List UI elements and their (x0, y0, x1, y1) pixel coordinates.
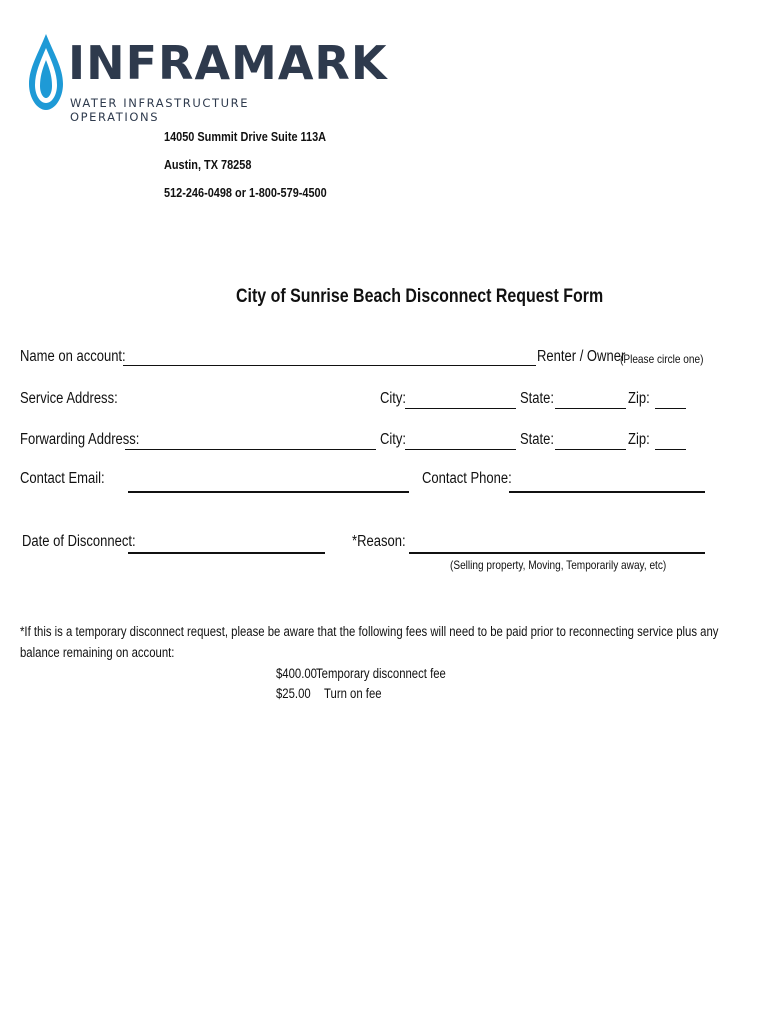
service-state-label: State: (520, 390, 555, 407)
forwarding-address-field[interactable] (125, 449, 376, 450)
renter-owner-choice[interactable]: Renter / Owner (537, 348, 626, 365)
forwarding-state-field[interactable] (555, 449, 626, 450)
logo-wordmark: INFRAMARK (68, 36, 388, 90)
notice-line-1: *If this is a temporary disconnect request, please be aware that the following fees will need to be paid prior to reconnecting service plus any (20, 624, 719, 639)
fee-amount: $25.00 (276, 686, 311, 701)
inframark-logo (26, 30, 388, 124)
forwarding-city-field[interactable] (405, 449, 516, 450)
forwarding-city-label: City: (380, 431, 407, 448)
reason-label: *Reason: (352, 533, 406, 550)
service-state-field[interactable] (555, 408, 626, 409)
service-zip-label: Zip: (628, 390, 650, 407)
fee-label: Temporary disconnect fee (316, 666, 446, 681)
forwarding-address-label: Forwarding Address: (20, 431, 140, 448)
service-city-field[interactable] (405, 408, 516, 409)
forwarding-zip-label: Zip: (628, 431, 650, 448)
contact-phone-field[interactable] (509, 491, 705, 493)
logo-tagline: WATER INFRASTRUCTURE OPERATIONS (70, 96, 250, 124)
reason-field[interactable] (409, 552, 705, 554)
forwarding-zip-field[interactable] (655, 449, 686, 450)
contact-email-label: Contact Email: (20, 470, 105, 487)
fee-label: Turn on fee (324, 686, 382, 701)
address-line-1: 14050 Summit Drive Suite 113A (164, 129, 327, 144)
service-zip-field[interactable] (655, 408, 686, 409)
reason-hint: (Selling property, Moving, Temporarily away, etc) (450, 558, 667, 572)
service-address-label: Service Address: (20, 390, 118, 407)
date-of-disconnect-field[interactable] (128, 552, 325, 554)
date-of-disconnect-label: Date of Disconnect: (22, 533, 136, 550)
form-title: City of Sunrise Beach Disconnect Request Form (236, 286, 604, 307)
address-line-2: Austin, TX 78258 (164, 157, 252, 172)
name-on-account-label: Name on account: (20, 348, 126, 365)
notice-line-2: balance remaining on account: (20, 645, 175, 660)
forwarding-state-label: State: (520, 431, 555, 448)
contact-phone-label: Contact Phone: (422, 470, 512, 487)
water-drop-icon (26, 32, 66, 114)
contact-email-field[interactable] (128, 491, 409, 493)
fee-amount: $400.00 (276, 666, 318, 681)
address-phone: 512-246-0498 or 1-800-579-4500 (164, 185, 327, 200)
service-city-label: City: (380, 390, 407, 407)
circle-one-hint: (Please circle one) (620, 352, 704, 366)
name-on-account-field[interactable] (123, 365, 536, 366)
